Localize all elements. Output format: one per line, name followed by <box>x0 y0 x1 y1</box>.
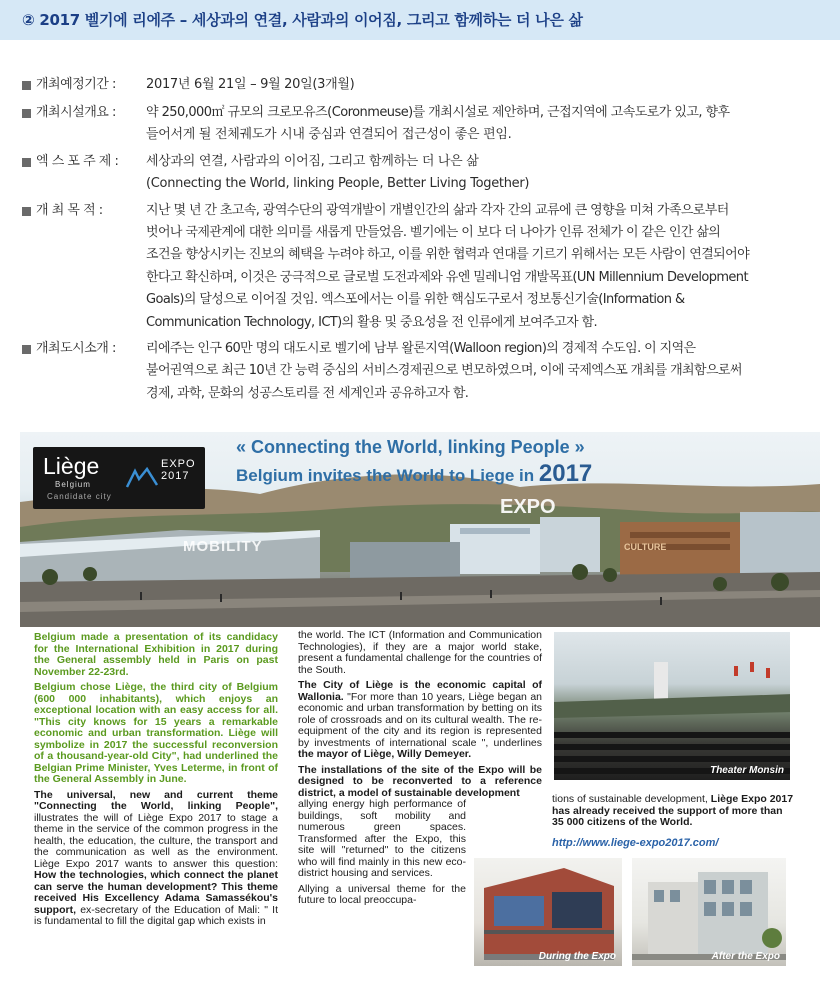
info-value: 2017년 6월 21일 – 9월 20일(3개월) <box>146 77 355 92</box>
article-paragraph: The installations of the site of the Expo will be designed to be reconverted to a reference district, a model of sustainable development allying energy high performance of buildings, soft mobility and numerous green spaces. Transformed after the Expo, this site will "returned" to the citizens who will find mainly in this new eco-district housing and services. <box>298 763 542 879</box>
logo-country: Belgium <box>55 480 91 489</box>
article-paragraph: the world. The ICT (Information and Communication Technologies), if they are a major world stake, present a fundamental challenge for the countries of the South. <box>298 629 542 676</box>
article-paragraph: The universal, new and current theme "Connecting the World, linking People", illustrates the will of Liège Expo 2017 to stage a theme in the service of the common progress in the health, the education, the culture, the transport and the communication as well as the environment. Liège Expo 2017 wants to answer this question: How the technologies, which connect the planet can serve the human development? This theme received His Excellency Adama Samassékou's support, ex-secretary of the Education of Mali: " It is fundamental to fill the digital gap which exists in <box>34 788 278 927</box>
info-label: 개최도시소개 : <box>36 341 116 357</box>
theater-render <box>554 632 792 782</box>
render-mobility-label: MOBILITY <box>183 538 263 555</box>
info-label: 개최예정기간 : <box>36 77 116 92</box>
article-column-3: tions of sustainable development, Liège Expo 2017 has already received the support of more than 35 000 citizens of the World. <box>552 793 794 828</box>
headline-theme: « Connecting the World, linking People » <box>236 437 585 457</box>
expo-info-list <box>22 74 822 409</box>
info-value: 세상과의 연결, 사람과의 이어짐, 그리고 함께하는 더 나은 삶 (Connecting the World, linking People, Better Living Together) <box>146 153 530 192</box>
section-header <box>0 0 840 40</box>
logo-swoosh-icon <box>125 467 159 489</box>
liege-expo-logo <box>33 447 205 509</box>
info-theme <box>22 151 822 196</box>
info-value: 지난 몇 년 간 초고속, 광역수단의 광역개발이 개별인간의 삶과 각자 간의 교류에 큰 영향을 미쳐 가족으로부터 벗어나 국제관계에 대한 의미를 새롭게 만들었음. 벨기에는 이 보다 더 나아가 인류 전체가 이 같은 인간 삶의 조건을 향상시키는 진보의 혜택을 누려야 하고, 이를 위한 협력과 연대를 기르기 위해서는 모든 사람이 연결되어야 한다고 확신하며, 이것은 궁극적으로 글로벌 도전과제와 유엔 밀레니엄 개발목표(UN Millennium Development Goals)의 달성으로 이어질 것임. 엑스포에서는 이를 위한 핵심도구로서 정보통신기술(Information & Communication Technology, ICT)의 활용 및 중요성을 전 인류에게 보여주고자 함. <box>146 202 750 330</box>
logo-expo: EXPO 2017 <box>161 458 196 482</box>
square-bullet-icon <box>22 102 36 147</box>
info-venue <box>22 102 822 147</box>
info-purpose <box>22 200 822 334</box>
article-paragraph: The City of Liège is the economic capital of Wallonia. "For more than 10 years, Liège began an economic and urban transformation by betting on its role of crossroads and on its cultural wealth. The re-equipment of the city and its region is represented by investments of international scale ", underlines the mayor of Liège, Willy Demeyer. <box>298 679 542 760</box>
square-bullet-icon <box>22 338 36 405</box>
article-paragraph: Allying a universal theme for the future to local preoccupa- <box>298 882 466 906</box>
caption-theater: Theater Monsin <box>710 765 784 776</box>
expo-website-link[interactable]: http://www.liege-expo2017.com/ <box>552 837 719 849</box>
square-bullet-icon <box>22 151 36 196</box>
info-label: 개 최 목 적 : <box>36 202 103 218</box>
render-expo-label: EXPO <box>500 496 556 518</box>
headline-invite: Belgium invites the World to Liege in 2017 <box>236 460 593 487</box>
info-value: 리에주는 인구 60만 명의 대도시로 벨기에 남부 왈론지역(Walloon region)의 경제적 수도임. 이 지역은 불어권역으로 최근 10년 간 능력 중심의 서비스경제권으로 변모하였으며, 이에 국제엑스포 개최를 개최함으로써 경제, 과학, 문화의 성공스토리를 전 세계인과 공유하고자 함. <box>146 341 742 401</box>
square-bullet-icon <box>22 200 36 334</box>
caption-after: After the Expo <box>711 951 780 962</box>
magazine-clipping <box>20 432 820 992</box>
info-period <box>22 74 822 96</box>
info-value: 약 250,000㎡ 규모의 크로모유즈(Coronmeuse)를 개최시설로 제안하며, 근접지역에 고속도로가 있고, 향후 들어서게 될 전체궤도가 시내 중심과 연결되어 접근성이 좋은 편임. <box>146 105 730 143</box>
theater-photo <box>552 630 792 782</box>
logo-candidate: Candidate city <box>47 492 112 501</box>
square-bullet-icon <box>22 74 36 96</box>
caption-during: During the Expo <box>538 951 616 962</box>
article-lead: Belgium made a presentation of its candidacy for the International Exhibition in 2017 during the General assembly held in Paris on past November 22-23rd. <box>34 631 278 678</box>
info-city <box>22 338 822 405</box>
render-culture-label: CULTURE <box>624 542 667 552</box>
section-title: ② 2017 벨기에 리에주 – 세상과의 연결, 사람과의 이어짐, 그리고 함께하는 더 나은 삶 <box>22 11 583 29</box>
info-label: 엑 스 포 주 제 : <box>36 153 119 169</box>
info-label: 개최시설개요 : <box>36 105 116 120</box>
logo-city: Liège <box>43 453 100 479</box>
during-expo-photo <box>472 856 624 968</box>
after-expo-photo <box>630 856 788 968</box>
expo-render-image <box>20 432 820 627</box>
article-column-1 <box>34 632 278 932</box>
article-quote: Belgium chose Liège, the third city of Belgium (600 000 inhabitants), which enjoys an exceptional location with an easy access for all. "This city knows for 15 years a remarkable economic and urban transformation. Liège will symbolize in 2017 the successful reconversion of a thousand-year-old City", had underlined the Belgian Prime Minister, Yves Leterme, in front of the General Assembly in June. <box>34 681 278 785</box>
